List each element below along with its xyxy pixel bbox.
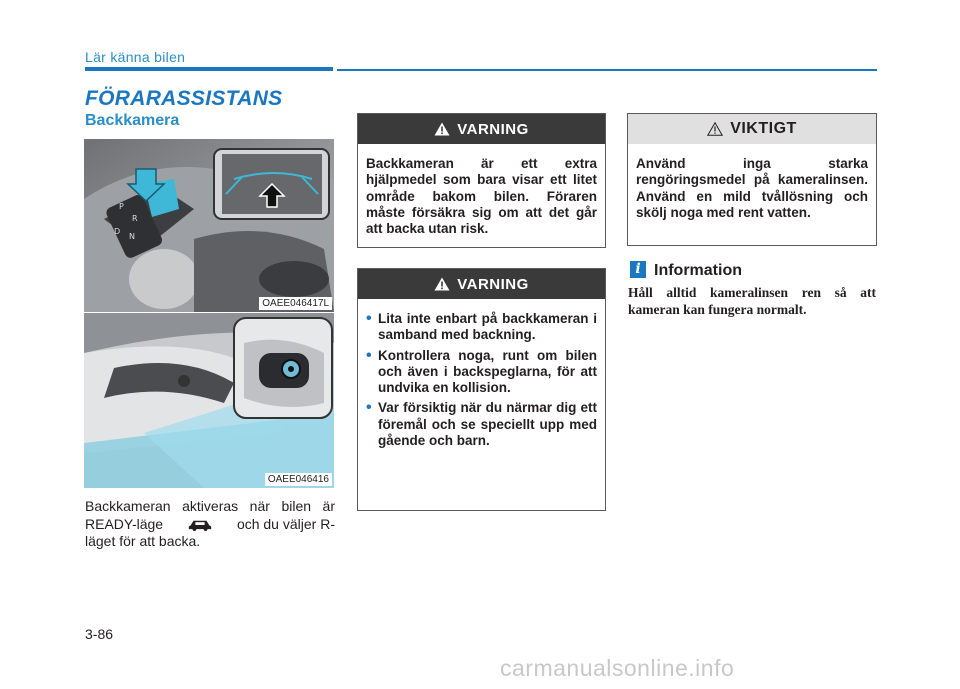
ready-car-icon bbox=[187, 518, 213, 531]
warning-box bbox=[357, 268, 606, 511]
svg-text:R: R bbox=[132, 214, 138, 223]
warning-list-body bbox=[358, 299, 605, 459]
svg-text:P: P bbox=[119, 202, 124, 211]
info-icon: i bbox=[630, 261, 646, 278]
notice-text: Använd inga starka rengöringsmedel på kameralinsen. Använd en mild tvållösning och skölj noga med rent vatten. bbox=[636, 156, 868, 220]
figure-gear-selector bbox=[84, 139, 334, 312]
notice-header bbox=[628, 114, 876, 144]
info-text: Håll alltid kameralinsen ren så att kameran kan fungera normalt. bbox=[628, 285, 876, 317]
body-line-part: och du väljer R- bbox=[236, 515, 335, 532]
page-number: 3-86 bbox=[85, 626, 114, 642]
notice-box bbox=[627, 113, 877, 246]
section-title: FÖRARASSISTANS bbox=[85, 87, 283, 110]
warning-title: VARNING bbox=[457, 275, 529, 293]
warning-header bbox=[358, 114, 605, 144]
warning-triangle-icon bbox=[434, 277, 450, 291]
header-rule-thick bbox=[85, 67, 333, 71]
body-paragraph bbox=[85, 498, 335, 551]
body-line bbox=[85, 516, 335, 534]
body-line: Backkameran aktiveras när bilen är bbox=[85, 498, 335, 514]
svg-text:D: D bbox=[114, 227, 121, 236]
warning-list-item: • Kontrollera noga, runt om bilen och även i backspeglarna, för att undvika en kollision. bbox=[366, 348, 597, 397]
warning-text: Backkameran är ett extra hjälpmedel som bara visar ett litet område bakom bilen. Föraren måste försäkra sig om att det går att backa utan risk. bbox=[366, 156, 597, 237]
rear-camera-illustration bbox=[84, 313, 334, 488]
figure-code: OAEE046417L bbox=[259, 297, 332, 310]
gear-selector-illustration bbox=[84, 139, 334, 312]
warning-title: VARNING bbox=[457, 120, 529, 138]
figure-rear-camera bbox=[84, 313, 334, 488]
body-line-part: READY-läge bbox=[85, 515, 164, 532]
warning-triangle-icon bbox=[434, 122, 450, 136]
warning-list-item: • Lita inte enbart på backkameran i samband med backning. bbox=[366, 311, 597, 344]
notice-title: VIKTIGT bbox=[730, 120, 797, 137]
chapter-label: Lär känna bilen bbox=[85, 49, 186, 65]
warning-header bbox=[358, 269, 605, 299]
warning-list-item: • Var försiktig när du närmar dig ett föremål och se speciellt upp med gående och barn. bbox=[366, 400, 597, 449]
watermark: carmanualsonline.info bbox=[500, 655, 735, 681]
subsection-title: Backkamera bbox=[85, 112, 180, 129]
header-rule-thin bbox=[337, 69, 877, 71]
caution-triangle-icon bbox=[707, 122, 723, 136]
figure-code: OAEE046416 bbox=[265, 473, 332, 486]
info-title: Information bbox=[654, 262, 742, 279]
warning-box bbox=[357, 113, 606, 248]
body-line: läget för att backa. bbox=[85, 533, 201, 549]
svg-text:N: N bbox=[129, 232, 135, 241]
warning-list bbox=[366, 311, 597, 449]
